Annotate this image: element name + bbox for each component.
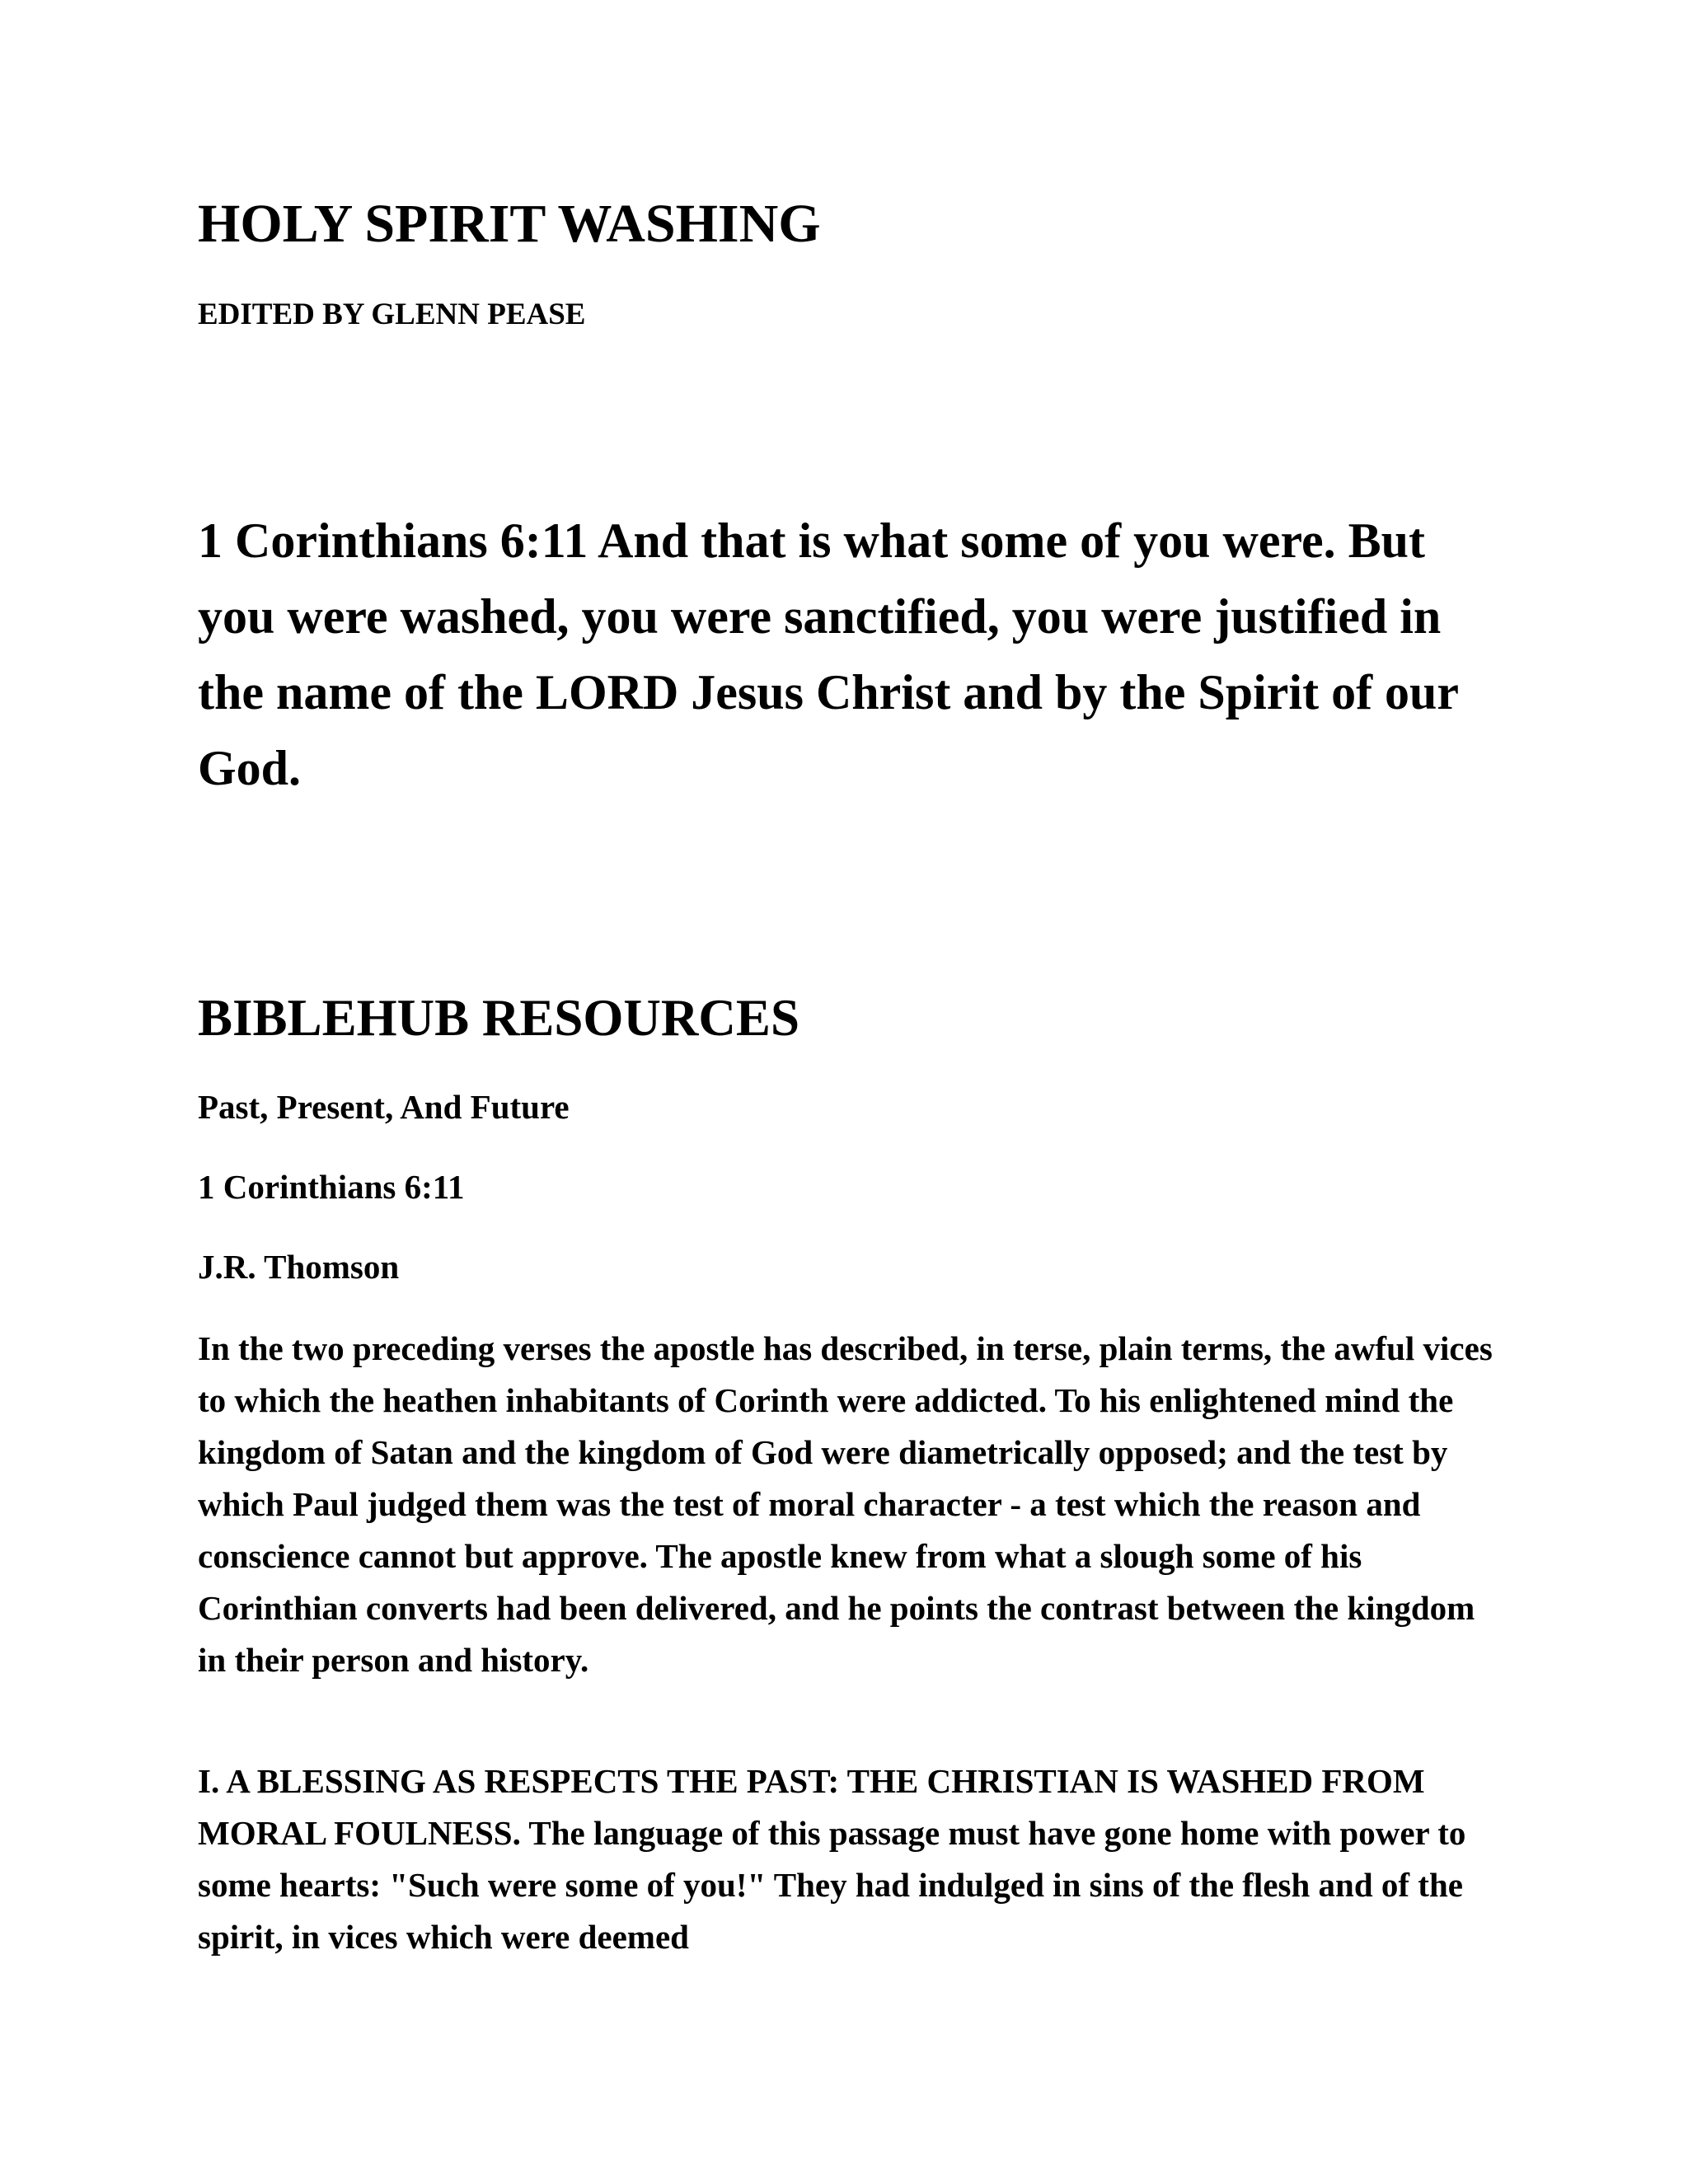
document-title: HOLY SPIRIT WASHING xyxy=(198,194,821,254)
scripture-verse: 1 Corinthians 6:11 And that is what some of you were. But you were washed, you were sanctified, you were justified in the name of the LORD Jesus Christ and by the Spirit of our God. xyxy=(198,513,1458,795)
section-heading: BIBLEHUB RESOURCES xyxy=(198,989,799,1047)
body-paragraph: I. A BLESSING AS RESPECTS THE PAST: THE CHRISTIAN IS WASHED FROM MORAL FOULNESS. The language of this passage must have gone home with power to some hearts: "Such were some of you!" They had indulged in sins of the flesh and of the spirit, in vices which were deemed xyxy=(198,1762,1466,1956)
scripture-reference: 1 Corinthians 6:11 xyxy=(198,1168,465,1206)
body-paragraph: In the two preceding verses the apostle has described, in terse, plain terms, the awful vices to which the heathen inhabitants of Corinth were addicted. To his enlightened mind the kingdom of Satan and the kingdom of God were diametrically opposed; and the test by which Paul judged them was the test of moral character - a test which the reason and conscience cannot but approve. The apostle knew from what a slough some of his Corinthian converts had been delivered, and he points the contrast between the kingdom in their person and history. xyxy=(198,1329,1493,1679)
article-title: Past, Present, And Future xyxy=(198,1088,570,1126)
document-byline: EDITED BY GLENN PEASE xyxy=(198,298,586,331)
article-author: J.R. Thomson xyxy=(198,1248,400,1286)
